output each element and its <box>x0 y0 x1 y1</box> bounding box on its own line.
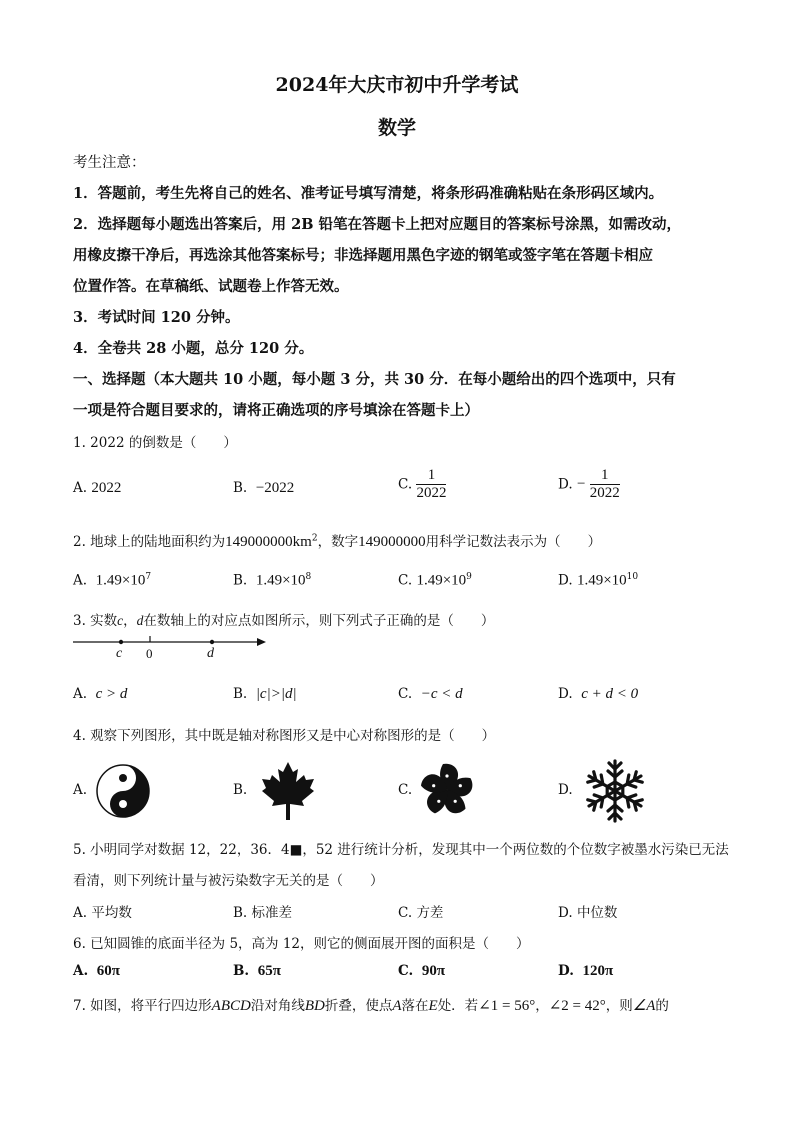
question-7-stem: 7. 如图，将平行四边形ABCD沿对角线BD折叠，使点A落在E处．若∠1 = 56°，∠2 = 42°，则∠A的 <box>73 998 669 1014</box>
note-item-1: 1．答题前，考生先将自己的姓名、准考证号填写清楚，将条形码准确粘贴在条形码区域内。 <box>73 185 664 202</box>
question-6-option-b: B. 65π <box>233 963 281 979</box>
question-3-option-d: D. c + d < 0 <box>558 686 639 702</box>
question-4-option-a-label: A. <box>73 782 88 798</box>
exam-title: 2024年大庆市初中升学考试 <box>275 74 519 96</box>
question-6-stem: 6. 已知圆锥的底面半径为 5，高为 12，则它的侧面展开图的面积是（ ） <box>73 936 530 952</box>
question-2-option-d: D. $1.49\times 10^{10}$ <box>558 572 639 589</box>
question-4-option-c-label: C. <box>398 782 413 798</box>
note-item-2-line-1: 2．选择题每小题选出答案后，用 2B 铅笔在答题卡上把对应题目的答案标号涂黑，如需改动， <box>73 216 682 233</box>
number-line-arrow-icon <box>257 638 266 646</box>
point-c <box>119 640 123 644</box>
question-2-stem: 2. 地球上的陆地面积约为$149000000km^2$，数字149000000用科学记数法表示为（ ） <box>73 533 602 550</box>
question-4-option-b-label: B. <box>233 782 248 798</box>
question-1-stem: 1. 2022 的倒数是（ ） <box>73 435 237 451</box>
question-3-option-a: A. c > d <box>73 686 128 702</box>
question-5-stem-line-1: 5. 小明同学对数据 12，22，36．4■，52 进行统计分析，发现其中一个两位数的个位数字被墨水污染已无法 <box>73 842 729 858</box>
axis-label-0: 0 <box>146 646 153 661</box>
question-6-option-c: C. 90π <box>398 963 446 979</box>
question-6-option-a: A. 60π <box>73 963 120 979</box>
note-item-3: 3．考试时间 120 分钟。 <box>73 309 240 326</box>
section-heading-line-1: 一、选择题（本大题共 10 小题，每小题 3 分，共 30 分．在每小题给出的四个选项中，只有 <box>73 371 676 388</box>
question-5-stem-line-2: 看清，则下列统计量与被污染数字无关的是（ ） <box>73 873 384 889</box>
note-item-2-line-2: 用橡皮擦干净后，再选涂其他答案标号；非选择题用黑色字迹的钢笔或签字笔在答题卡相应 <box>73 247 653 264</box>
maple-leaf-icon <box>258 760 318 822</box>
fraction: $\frac{1}{2022}$ <box>589 467 620 501</box>
question-4-stem: 4. 观察下列图形，其中既是轴对称图形又是中心对称图形的是（ ） <box>73 728 496 744</box>
question-5-option-d: D. 中位数 <box>558 905 618 921</box>
yin-yang-icon <box>95 763 151 819</box>
question-3-option-b: B. |c|>|d| <box>233 686 297 702</box>
question-1-option-d: D. − $\frac{1}{2022}$ <box>558 467 620 501</box>
axis-label-d: d <box>207 646 214 661</box>
question-1-option-c: C. $\frac{1}{2022}$ <box>398 467 447 501</box>
question-3-stem: 3. 实数c，d在数轴上的对应点如图所示，则下列式子正确的是（ ） <box>73 613 495 629</box>
question-4-option-d-label: D. <box>558 782 573 798</box>
question-2-option-a: A. $1.49\times 10^7$ <box>73 572 152 589</box>
question-1-option-a: A. 2022 <box>73 480 122 496</box>
question-5-option-c: C. 方差 <box>398 905 444 921</box>
bauhinia-flower-icon <box>418 761 476 819</box>
point-d <box>210 640 214 644</box>
question-3-option-c: C. −c < d <box>398 686 463 702</box>
question-2-option-b: B. $1.49\times 10^8$ <box>233 572 312 589</box>
section-heading-line-2: 一项是符合题目要求的，请将正确选项的序号填涂在答题卡上） <box>73 402 479 419</box>
question-5-option-a: A. 平均数 <box>73 905 132 921</box>
question-6-option-d: D. 120π <box>558 963 614 979</box>
note-item-2-line-3: 位置作答。在草稿纸、试题卷上作答无效。 <box>73 278 349 295</box>
notes-heading: 考生注意： <box>73 155 146 171</box>
snowflake-icon <box>582 758 648 824</box>
axis-label-c: c <box>116 646 123 661</box>
note-item-4: 4．全卷共 28 小题，总分 120 分。 <box>73 340 314 357</box>
subject-title: 数学 <box>377 117 416 139</box>
question-5-option-b: B. 标准差 <box>233 905 293 921</box>
fraction: $\frac{1}{2022}$ <box>416 467 447 501</box>
question-2-option-c: C. $1.49\times 10^9$ <box>398 572 472 589</box>
question-1-option-b: B. −2022 <box>233 480 295 496</box>
